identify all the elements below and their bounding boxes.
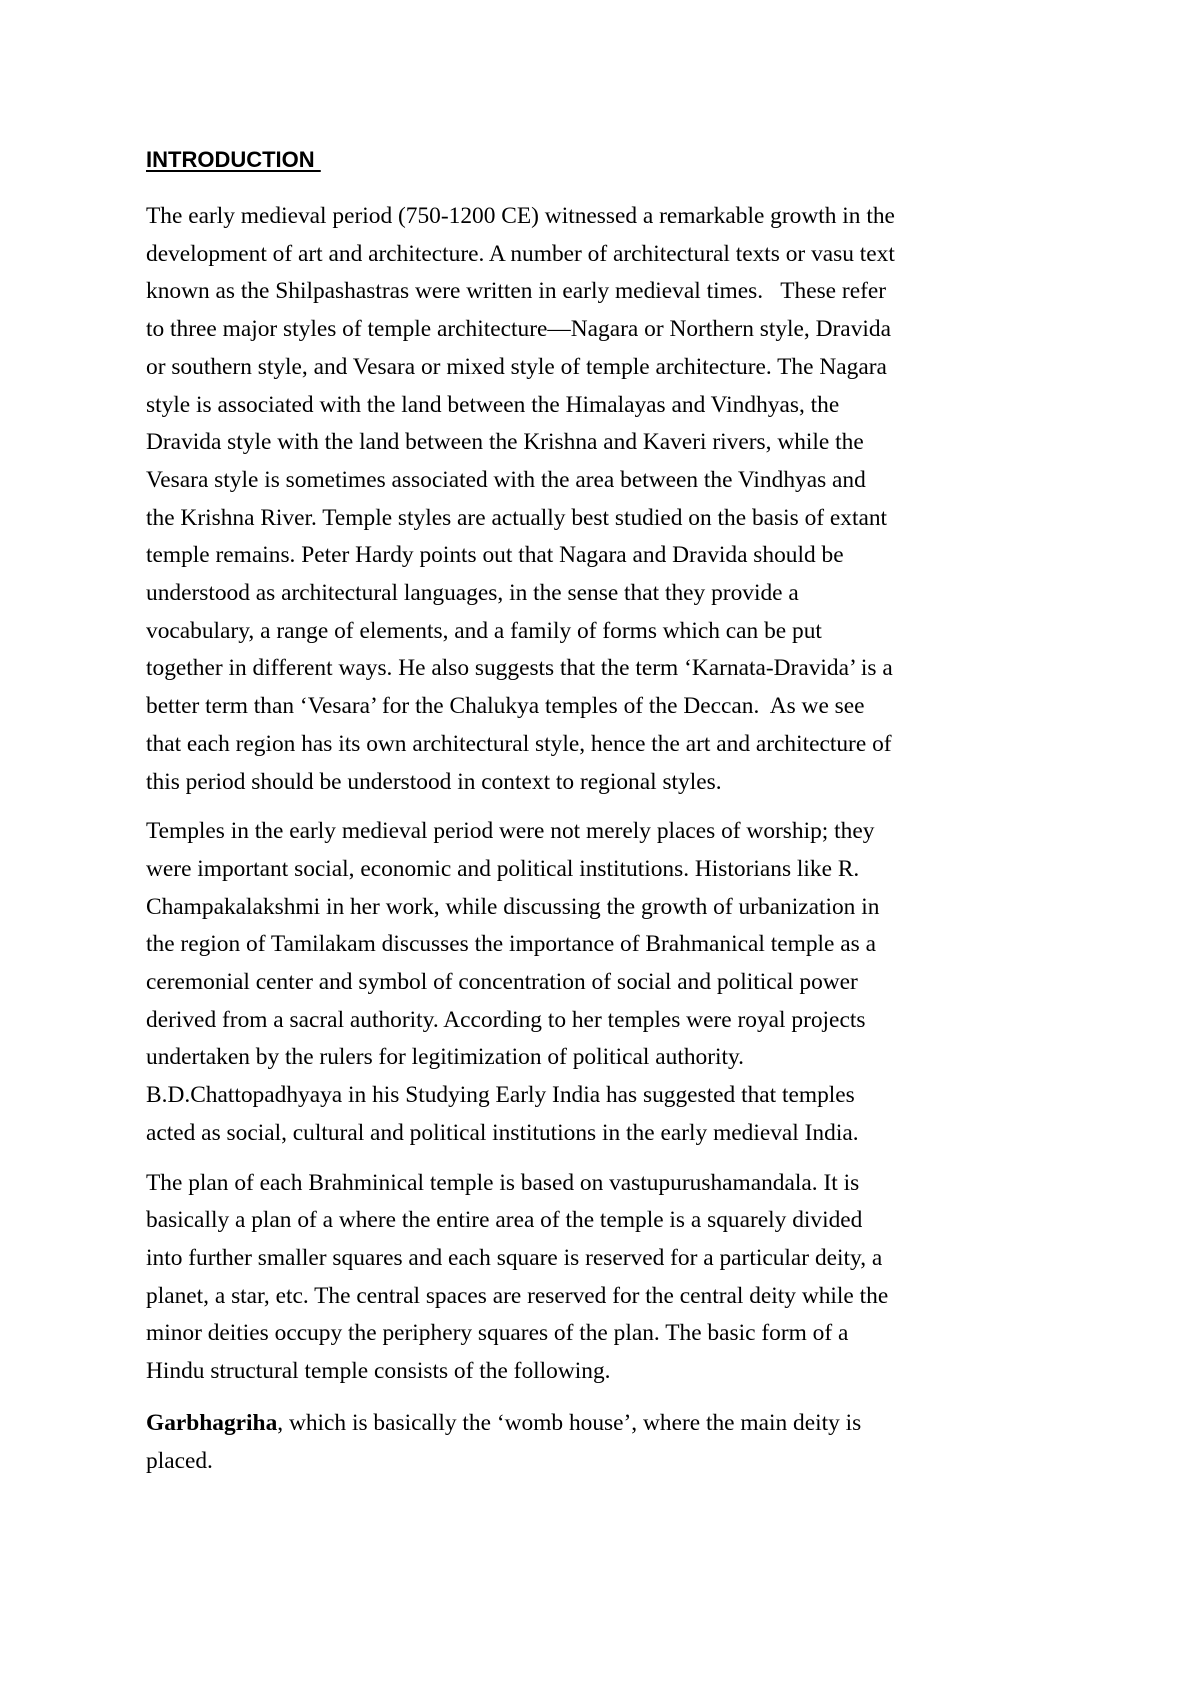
text-line: The plan of each Brahminical temple is based on vastupurushamandala. It is xyxy=(146,1169,860,1196)
text-line: development of art and architecture. A number of architectural texts or vasu text xyxy=(146,240,895,267)
text-line xyxy=(146,1405,1066,1443)
term-definition: , which is basically the ‘womb house’, where the main deity is xyxy=(277,1409,862,1436)
text-line: that each region has its own architectural style, hence the art and architecture of xyxy=(146,730,892,757)
paragraph-garbhagriha xyxy=(146,1405,1066,1480)
paragraph-temple-styles xyxy=(146,198,1066,801)
text-line: known as the Shilpashastras were written in early medieval times. These refer xyxy=(146,278,887,305)
text-line: together in different ways. He also suggests that the term ‘Karnata-Dravida’ is a xyxy=(146,655,893,682)
section-heading: INTRODUCTION xyxy=(146,147,321,172)
text-line: Champakalakshmi in her work, while discussing the growth of urbanization in xyxy=(146,893,880,920)
text-line: Temples in the early medieval period were not merely places of worship; they xyxy=(146,818,875,845)
paragraph-temple-institutions xyxy=(146,813,1066,1152)
text-line: planet, a star, etc. The central spaces are reserved for the central deity while the xyxy=(146,1282,889,1309)
text-line: the Krishna River. Temple styles are actually best studied on the basis of extant xyxy=(146,504,888,531)
text-line: to three major styles of temple architecture—Nagara or Northern style, Dravida xyxy=(146,316,891,343)
text-line: placed. xyxy=(146,1447,213,1474)
text-line: acted as social, cultural and political institutions in the early medieval India. xyxy=(146,1119,859,1146)
text-line: understood as architectural languages, in the sense that they provide a xyxy=(146,580,799,607)
text-line: better term than ‘Vesara’ for the Chalukya temples of the Deccan. As we see xyxy=(146,693,865,720)
text-line: Dravida style with the land between the Krishna and Kaveri rivers, while the xyxy=(146,429,864,456)
text-line: derived from a sacral authority. According to her temples were royal projects xyxy=(146,1006,866,1033)
text-line: the region of Tamilakam discusses the importance of Brahmanical temple as a xyxy=(146,931,876,958)
text-line: basically a plan of a where the entire area of the temple is a squarely divided xyxy=(146,1207,863,1234)
text-line: this period should be understood in context to regional styles. xyxy=(146,768,722,795)
text-line: or southern style, and Vesara or mixed style of temple architecture. The Nagara xyxy=(146,353,887,380)
text-line: The early medieval period (750-1200 CE) witnessed a remarkable growth in the xyxy=(146,203,895,229)
text-line: temple remains. Peter Hardy points out that Nagara and Dravida should be xyxy=(146,542,844,569)
text-line: minor deities occupy the periphery squares of the plan. The basic form of a xyxy=(146,1320,849,1347)
paragraph-temple-plan xyxy=(146,1165,1066,1391)
text-line: ceremonial center and symbol of concentration of social and political power xyxy=(146,969,858,996)
text-line: B.D.Chattopadhyaya in his Studying Early India has suggested that temples xyxy=(146,1082,855,1109)
term-garbhagriha: Garbhagriha xyxy=(146,1409,278,1436)
text-line: Vesara style is sometimes associated with the area between the Vindhyas and xyxy=(146,466,866,493)
text-line: were important social, economic and political institutions. Historians like R. xyxy=(146,855,860,882)
document-body xyxy=(146,146,1066,1492)
text-line: into further smaller squares and each square is reserved for a particular deity, a xyxy=(146,1244,883,1271)
text-line: vocabulary, a range of elements, and a family of forms which can be put xyxy=(146,617,822,644)
text-line: style is associated with the land between the Himalayas and Vindhyas, the xyxy=(146,391,840,418)
text-line: Hindu structural temple consists of the following. xyxy=(146,1358,611,1385)
text-line: undertaken by the rulers for legitimization of political authority. xyxy=(146,1044,745,1071)
